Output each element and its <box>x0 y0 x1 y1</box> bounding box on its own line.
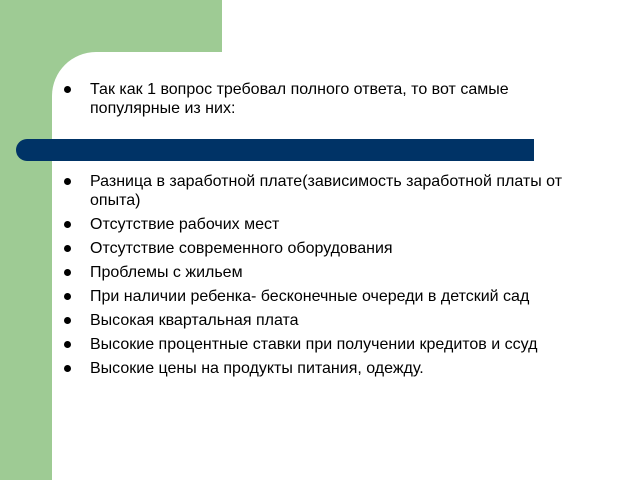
list-item <box>62 215 582 234</box>
divider-bar <box>16 139 534 161</box>
bullet-icon <box>64 221 71 228</box>
intro-list <box>62 80 582 118</box>
list-item <box>62 359 582 378</box>
bullet-icon <box>64 293 71 300</box>
answer-text: Отсутствие рабочих мест <box>90 216 280 233</box>
bullet-icon <box>64 178 71 185</box>
bullet-icon <box>64 317 71 324</box>
list-item <box>62 311 582 330</box>
list-item <box>62 172 582 210</box>
answers-list <box>62 172 582 383</box>
bullet-icon <box>64 245 71 252</box>
bullet-icon <box>64 269 71 276</box>
answer-text: Высокая квартальная плата <box>90 312 299 329</box>
answer-text: Разница в заработной плате(зависимость заработной платы от опыта) <box>90 173 563 209</box>
list-item <box>62 239 582 258</box>
bullet-icon <box>64 341 71 348</box>
answer-text: Высокие цены на продукты питания, одежду. <box>90 360 424 377</box>
bullet-icon <box>64 365 71 372</box>
list-item <box>62 287 582 306</box>
answer-text: При наличии ребенка- бесконечные очереди в детский сад <box>90 288 530 305</box>
answer-text: Отсутствие современного оборудования <box>90 240 393 257</box>
decor-green-top <box>0 0 222 52</box>
list-item <box>62 263 582 282</box>
intro-text: Так как 1 вопрос требовал полного ответа, то вот самые популярные из них: <box>90 81 509 117</box>
decor-green-left <box>0 0 52 480</box>
bullet-icon <box>64 86 71 93</box>
answer-text: Проблемы с жильем <box>90 264 243 281</box>
intro-item <box>62 80 582 118</box>
list-item <box>62 335 582 354</box>
answer-text: Высокие процентные ставки при получении кредитов и ссуд <box>90 336 538 353</box>
